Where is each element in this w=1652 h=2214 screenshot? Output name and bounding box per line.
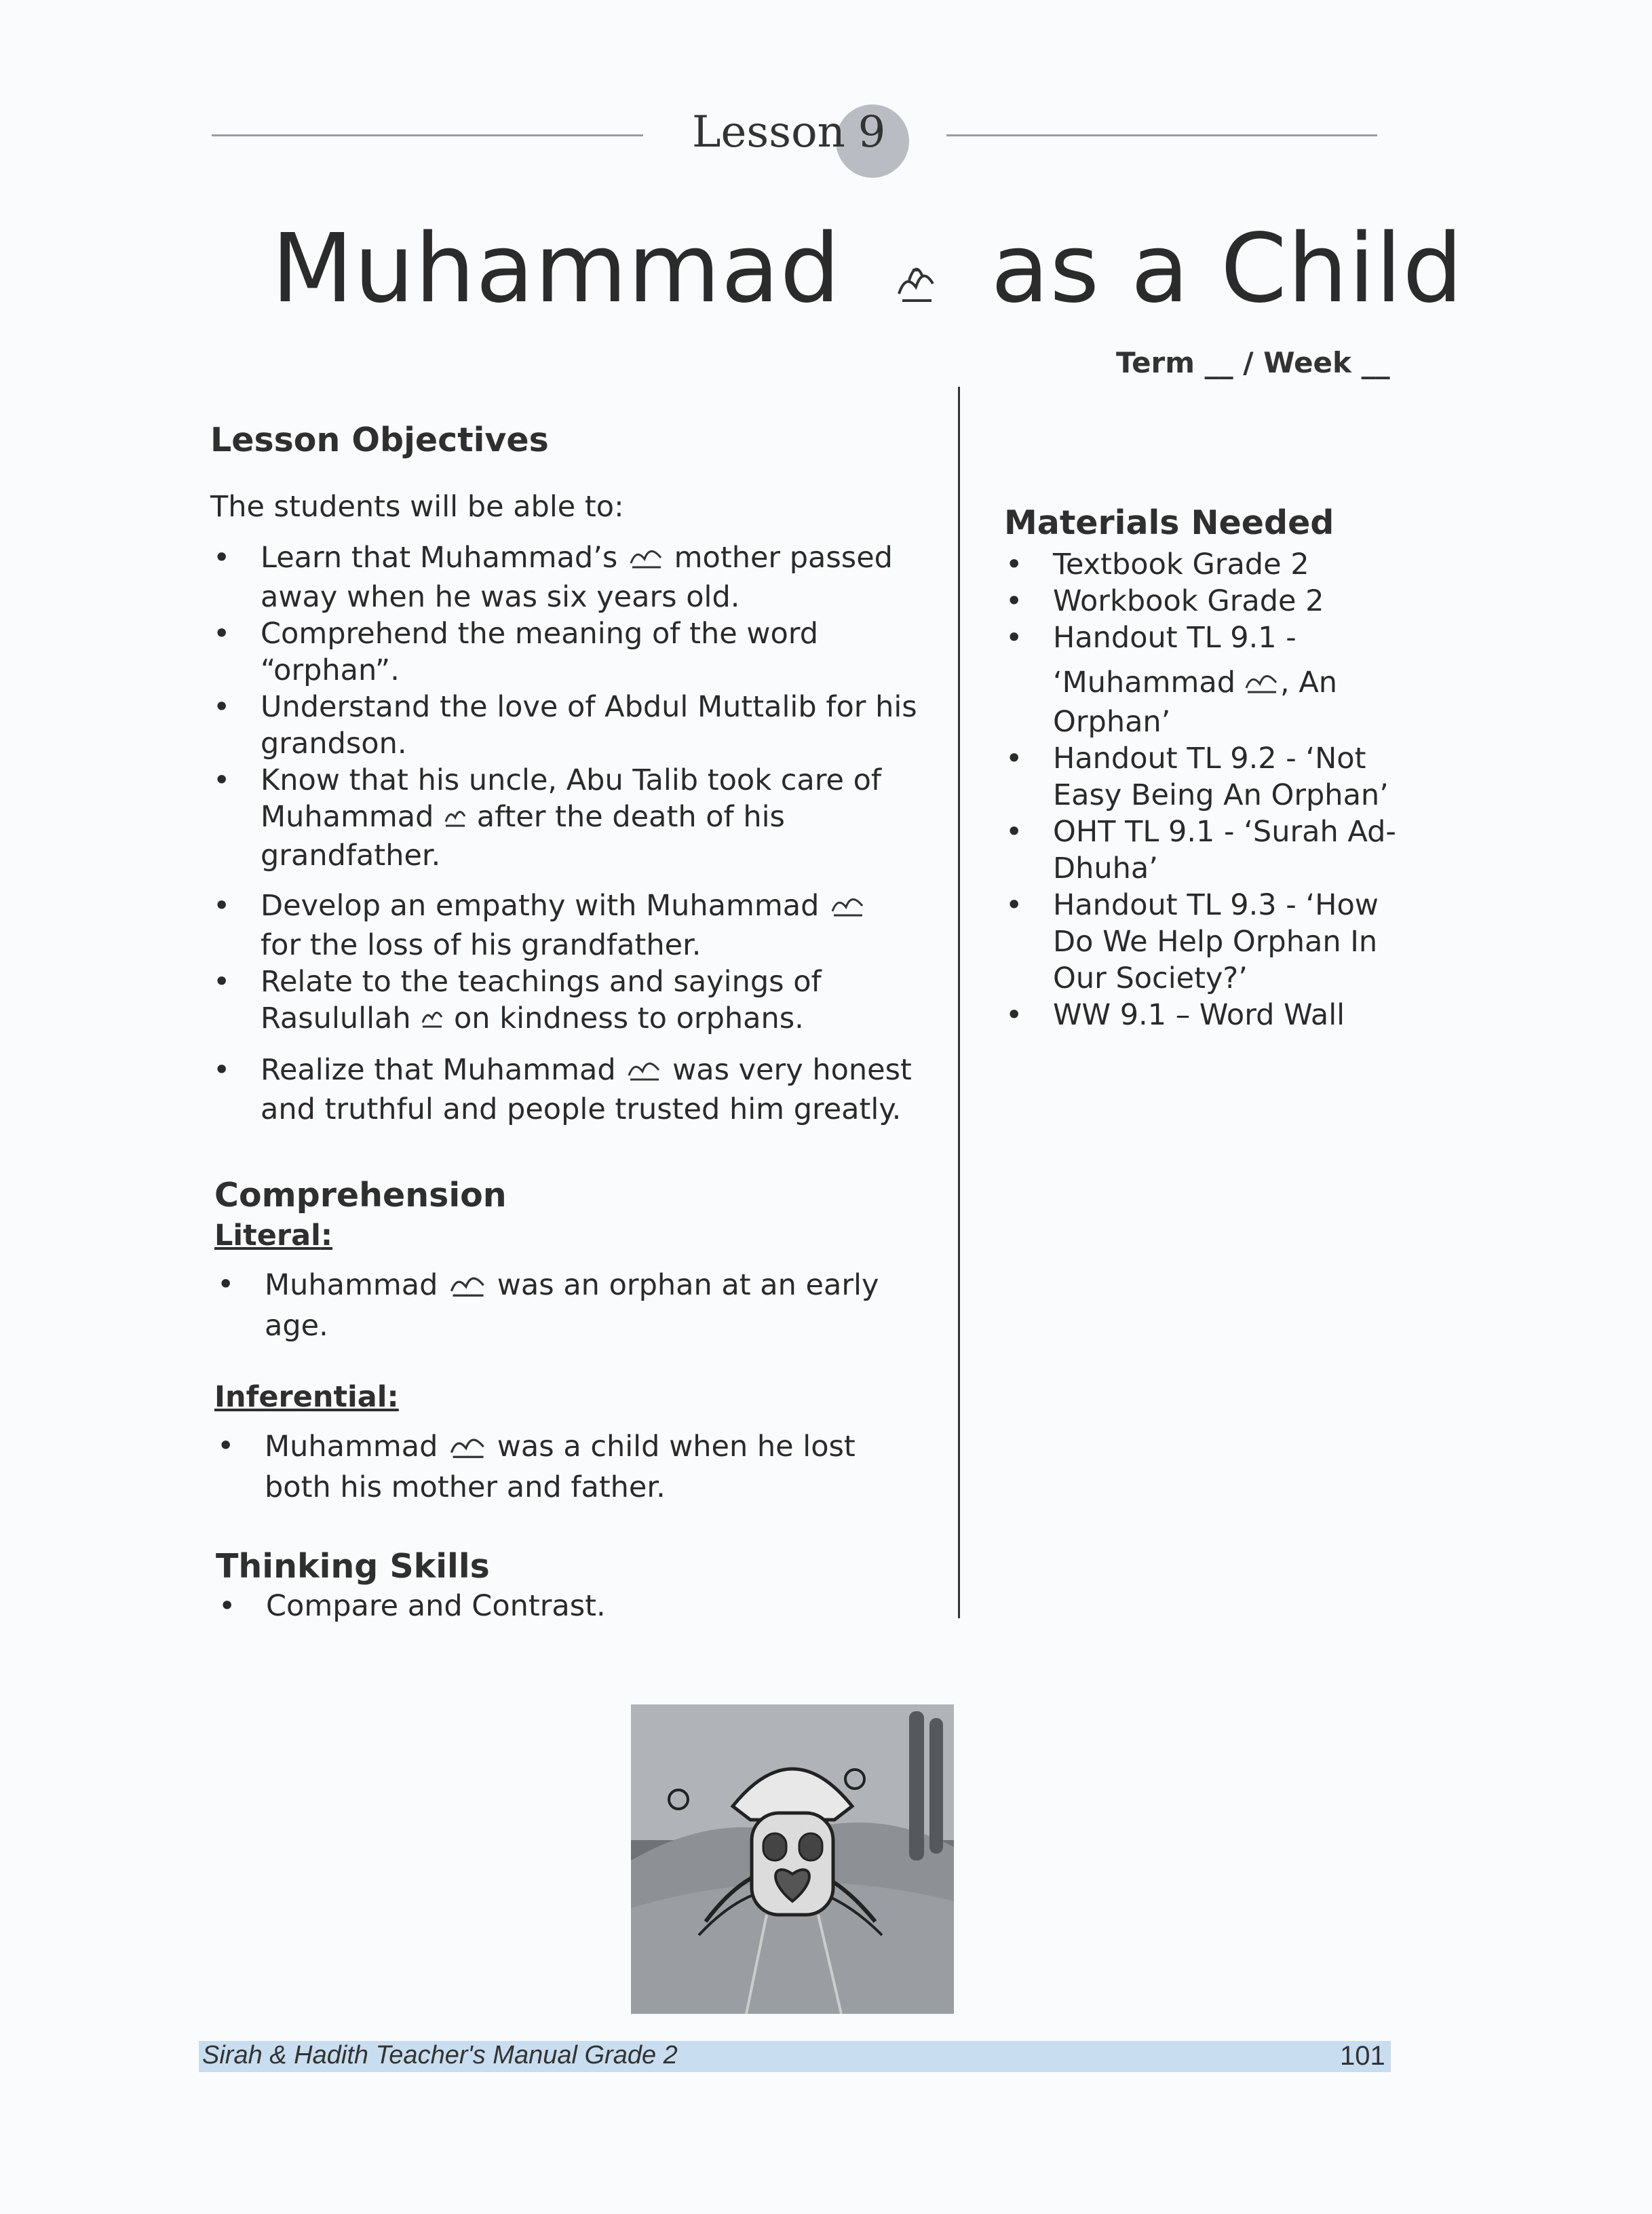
salawat-seal-icon	[447, 1428, 488, 1469]
salawat-seal-icon	[420, 1001, 444, 1038]
lesson-label: Lesson	[692, 107, 845, 157]
salawat-seal-icon	[828, 888, 866, 927]
house-illustration	[631, 1704, 954, 2014]
list-item: • Handout TL 9.2 - ‘Not Easy Being An Orphan’	[1003, 740, 1437, 814]
salawat-seal-icon	[892, 220, 940, 330]
materials-heading: Materials Needed	[1004, 503, 1334, 542]
inferential-label: Inferential:	[214, 1380, 399, 1414]
salawat-seal-icon	[625, 1052, 663, 1091]
list-item: • Muhammad was an orphan at an early age.	[214, 1266, 947, 1344]
list-item: • Relate to the teachings and sayings of Rasulullah on kindness to orphans.	[210, 963, 950, 1039]
list-item: • Compare and Contrast.	[216, 1588, 948, 1624]
list-item: • Textbook Grade 2	[1003, 546, 1437, 583]
objectives-list	[210, 539, 950, 1128]
footer-manual-title: Sirah & Hadith Teacher's Manual Grade 2	[202, 2041, 678, 2069]
literal-list	[214, 1266, 947, 1344]
thinking-skills-list	[216, 1588, 948, 1624]
page-title	[271, 214, 1464, 330]
salawat-seal-icon	[447, 1266, 488, 1308]
objectives-intro: The students will be able to:	[210, 490, 624, 524]
objectives-heading: Lesson Objectives	[210, 421, 549, 459]
list-item: • Comprehend the meaning of the word “orphan”.	[210, 615, 950, 689]
salawat-seal-icon	[443, 801, 467, 837]
salawat-seal-icon	[1242, 665, 1280, 704]
comprehension-heading: Comprehension	[214, 1176, 507, 1215]
thinking-skills-heading: Thinking Skills	[216, 1547, 490, 1586]
list-item: • Muhammad was a child when he lost both his mother and father.	[214, 1428, 947, 1506]
materials-list	[1003, 546, 1437, 1033]
list-item: • Know that his uncle, Abu Talib took care of Muhammad after the death of his grandfather.	[210, 762, 950, 874]
title-part1: Muhammad	[271, 214, 841, 324]
page-number: 101	[1340, 2041, 1385, 2071]
list-item: • Understand the love of Abdul Muttalib for his grandson.	[210, 689, 950, 762]
list-item: • Handout TL 9.3 - ‘How Do We Help Orphan In Our Society?’	[1003, 887, 1437, 997]
salawat-seal-icon	[627, 540, 665, 579]
literal-label: Literal:	[214, 1219, 333, 1253]
title-part2: as a Child	[991, 214, 1464, 324]
list-item: • Develop an empathy with Muhammad for the loss of his grandfather.	[210, 887, 950, 963]
list-item: • Learn that Muhammad’s mother passed away when he was six years old.	[210, 539, 950, 615]
inferential-list	[214, 1428, 947, 1506]
list-item: • Realize that Muhammad was very honest and truthful and people trusted him greatly.	[210, 1052, 950, 1128]
lesson-number: 9	[858, 107, 886, 157]
list-item: • OHT TL 9.1 - ‘Surah Ad- Dhuha’	[1003, 814, 1437, 887]
list-item: • WW 9.1 – Word Wall	[1003, 997, 1437, 1033]
list-item: • Workbook Grade 2	[1003, 583, 1437, 619]
header-rule-left	[212, 134, 643, 136]
column-divider	[958, 387, 960, 1618]
header-rule-right	[946, 134, 1377, 136]
term-week: Term __ / Week __	[1116, 346, 1390, 379]
list-item: • Handout TL 9.1 - ‘Muhammad , An Orphan’	[1003, 619, 1437, 740]
